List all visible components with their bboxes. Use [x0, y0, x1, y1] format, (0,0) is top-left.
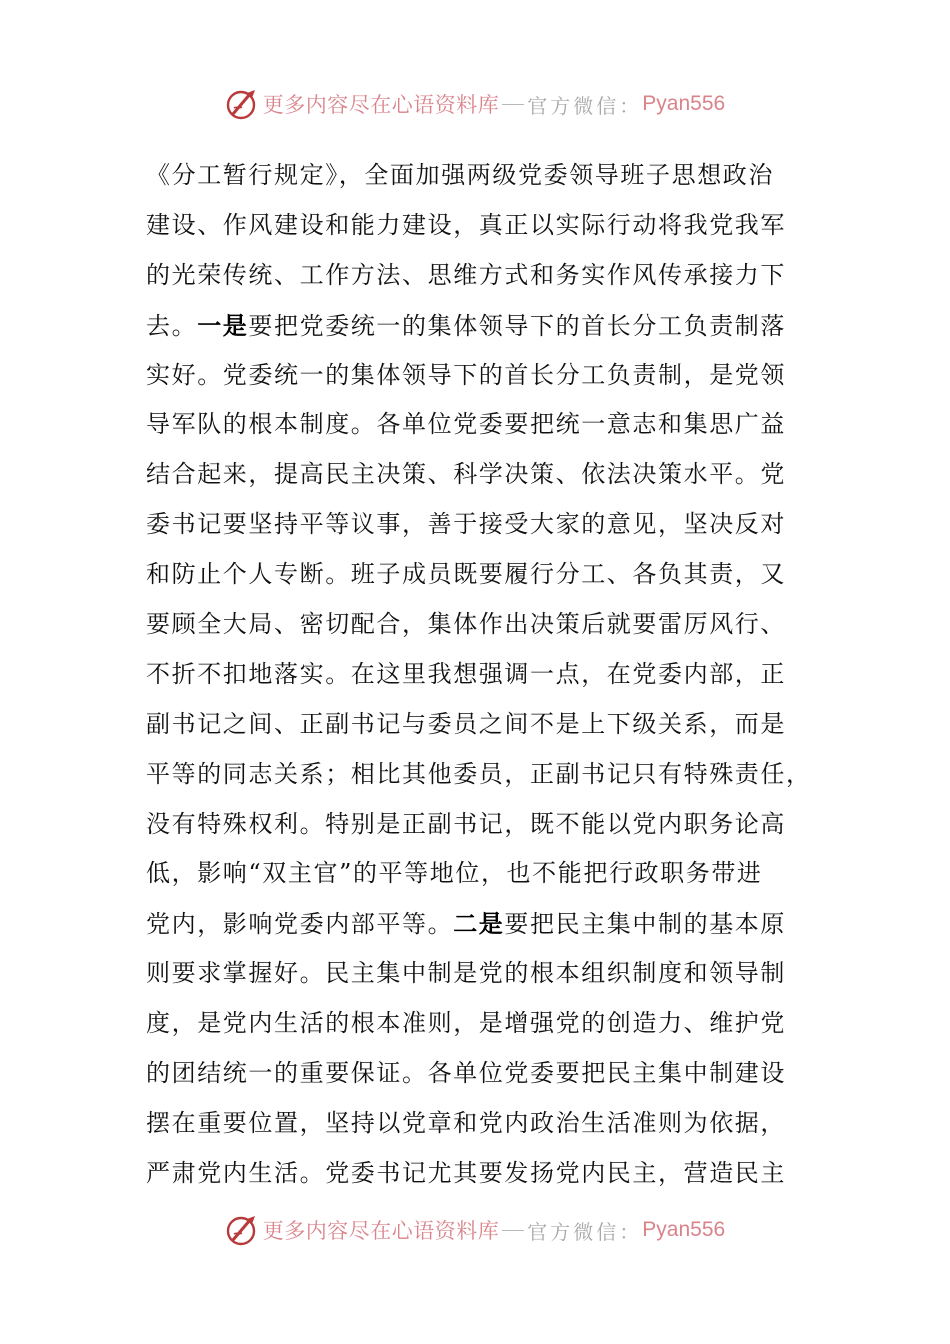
text-line: 要顾全大局、密切配合，集体作出决策后就要雷厉风行、: [146, 610, 786, 639]
watermark-text: 更多内容尽在心语资料库: [262, 1219, 500, 1243]
watermark-wechat-label: 官方微信：: [527, 93, 643, 118]
text-line: 的团结统一的重要保证。各单位党委要把民主集中制建设: [146, 1059, 786, 1088]
text-line: 严肃党内生活。党委书记尤其要发扬党内民主，营造民主: [146, 1158, 786, 1187]
watermark-banner-bottom: [0, 1210, 950, 1250]
text-line: 则要求掌握好。民主集中制是党的根本组织制度和领导制: [146, 959, 786, 988]
text-line: 建设、作风建设和能力建设，真正以实际行动将我党我军: [146, 210, 786, 239]
text-line: 摆在重要位置，坚持以党章和党内政治生活准则为依据，: [146, 1108, 786, 1137]
text-line: 不折不扣地落实。在这里我想强调一点，在党委内部，正: [146, 659, 786, 688]
text-line: 党内，影响党委内部平等。二是要把民主集中制的基本原: [146, 909, 787, 939]
text-line: 实好。党委统一的集体领导下的首长分工负责制，是党领: [146, 360, 786, 389]
text-line: 平等的同志关系；相比其他委员，正副书记只有特殊责任，: [146, 759, 812, 788]
pen-logo-icon: [225, 87, 259, 121]
text-line: 副书记之间、正副书记与委员之间不是上下级关系，而是: [146, 709, 786, 738]
text-line: 低，影响“双主官”的平等地位，也不能把行政职务带进: [146, 859, 763, 888]
text-line: 去。一是要把党委统一的集体领导下的首长分工负责制落: [146, 310, 787, 340]
watermark-dash: [502, 1230, 524, 1231]
bold-marker-first: 一是: [197, 310, 249, 340]
pen-logo-icon: [225, 1213, 259, 1247]
text-line: 的光荣传统、工作方法、思维方式和务实作风传承接力下: [146, 260, 786, 289]
watermark-dash: [502, 104, 524, 105]
text-line: 度，是党内生活的根本准则，是增强党的创造力、维护党: [146, 1009, 786, 1038]
watermark-wechat-id: Pyan556: [642, 1218, 726, 1241]
text-line: 委书记要坚持平等议事，善于接受大家的意见，坚决反对: [146, 510, 786, 539]
text-line: 导军队的根本制度。各单位党委要把统一意志和集思广益: [146, 410, 786, 439]
text-line: 结合起来，提高民主决策、科学决策、依法决策水平。党: [146, 460, 786, 489]
watermark-wechat-label: 官方微信：: [527, 1219, 643, 1244]
watermark-wechat-id: Pyan556: [642, 92, 726, 115]
watermark-banner-top: [0, 84, 950, 124]
bold-marker-second: 二是: [453, 909, 505, 939]
text-line: 和防止个人专断。班子成员既要履行分工、各负其责，又: [146, 560, 786, 589]
document-body: [146, 151, 812, 1199]
text-line: 《分工暂行规定》，全面加强两级党委领导班子思想政治: [146, 161, 774, 189]
text-line: 没有特殊权利。特别是正副书记，既不能以党内职务论高: [146, 809, 786, 838]
watermark-text: 更多内容尽在心语资料库: [262, 93, 500, 117]
